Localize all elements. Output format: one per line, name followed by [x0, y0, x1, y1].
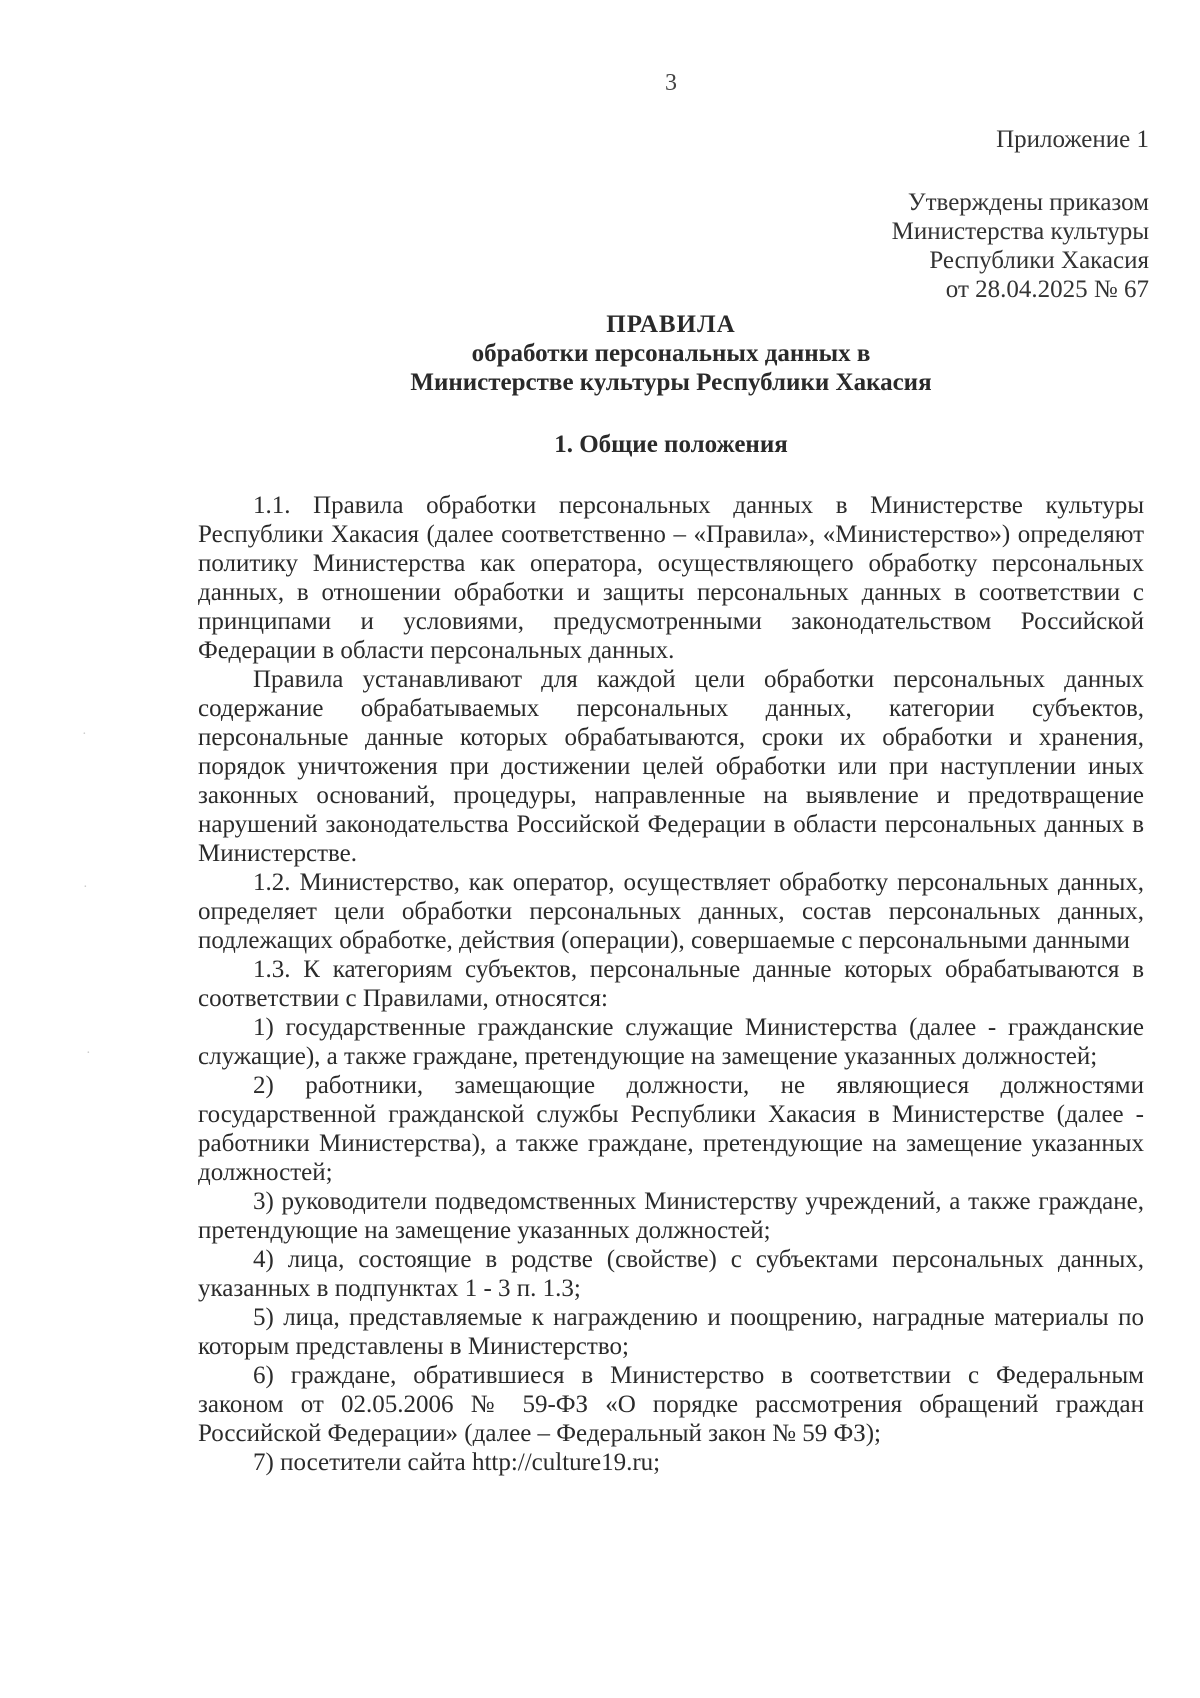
approval-line: Республики Хакасия: [929, 247, 1149, 274]
scan-speck: ·: [83, 880, 88, 895]
list-item: 4) лица, состоящие в родстве (свойстве) с субъектами персональных данных, указанных в подпунктах 1 - 3 п. 1.3;: [198, 1246, 1144, 1302]
approval-block: [892, 188, 1149, 304]
scan-speck: ·: [86, 1046, 91, 1061]
approval-line: Министерства культуры: [891, 218, 1149, 245]
scan-speck: ·: [82, 727, 87, 742]
document-title: [0, 310, 1200, 397]
paragraph: 1.1. Правила обработки персональных данных в Министерстве культуры Республики Хакасия (далее соответственно – «Правила», «Министерство») определяют политику Министерства как оператора, осуществляющего обработку персональных данных, в отношении обработки и защиты персональных данных в соответствии с принципами и условиями, предусмотренными законодательством Российской Федерации в области персональных данных.: [198, 492, 1144, 664]
paragraph: 1.3. К категориям субъектов, персональные данные которых обрабатываются в соответствии с Правилами, относятся:: [198, 956, 1144, 1012]
list-item: 5) лица, представляемые к награждению и поощрению, наградные материалы по которым представлены в Министерство;: [198, 1304, 1144, 1360]
list-item: 3) руководители подведомственных Министерству учреждений, а также граждане, претендующие на замещение указанных должностей;: [198, 1188, 1144, 1244]
section-heading: 1. Общие положения: [554, 431, 788, 458]
title-subtitle: Министерстве культуры Республики Хакасия: [410, 369, 932, 396]
list-item: 1) государственные гражданские служащие Министерства (далее - гражданские служащие), а также граждане, претендующие на замещение указанных должностей;: [198, 1014, 1144, 1070]
annex-label: Приложение 1: [996, 126, 1149, 153]
paragraph: 1.2. Министерство, как оператор, осуществляет обработку персональных данных, определяет цели обработки персональных данных, состав персональных данных, подлежащих обработке, действия (операции), совершаемые с персональными данными: [198, 869, 1144, 954]
approval-date: от 28.04.2025 № 67: [945, 276, 1149, 303]
paragraph: Правила устанавливают для каждой цели обработки персональных данных содержание обрабатываемых персональных данных, категории субъектов, персональные данные которых обрабатываются, сроки их обработки и хранения, порядок уничтожения при достижении целей обработки или при наступлении иных законных оснований, процедуры, направленные на выявление и предотвращение нарушений законодательства Российской Федерации в области персональных данных в Министерстве.: [198, 666, 1144, 867]
list-item: 2) работники, замещающие должности, не являющиеся должностями государственной гражданской службы Республики Хакасия в Министерстве (далее - работники Министерства), а также граждане, претендующие на замещение указанных должностей;: [198, 1072, 1144, 1186]
section-body: [198, 491, 1144, 1477]
title-subtitle: обработки персональных данных в: [471, 340, 871, 367]
list-item: 6) граждане, обратившиеся в Министерство в соответствии с Федеральным законом от 02.05.2006 № 59-ФЗ «О порядке рассмотрения обращений граждан Российской Федерации» (далее – Федеральный закон № 59 ФЗ);: [198, 1362, 1144, 1447]
approval-line: Утверждены приказом: [907, 189, 1149, 216]
page-number: 3: [665, 70, 677, 96]
list-item: 7) посетители сайта http://culture19.ru;: [253, 1449, 661, 1476]
title-main: ПРАВИЛА: [606, 311, 736, 338]
